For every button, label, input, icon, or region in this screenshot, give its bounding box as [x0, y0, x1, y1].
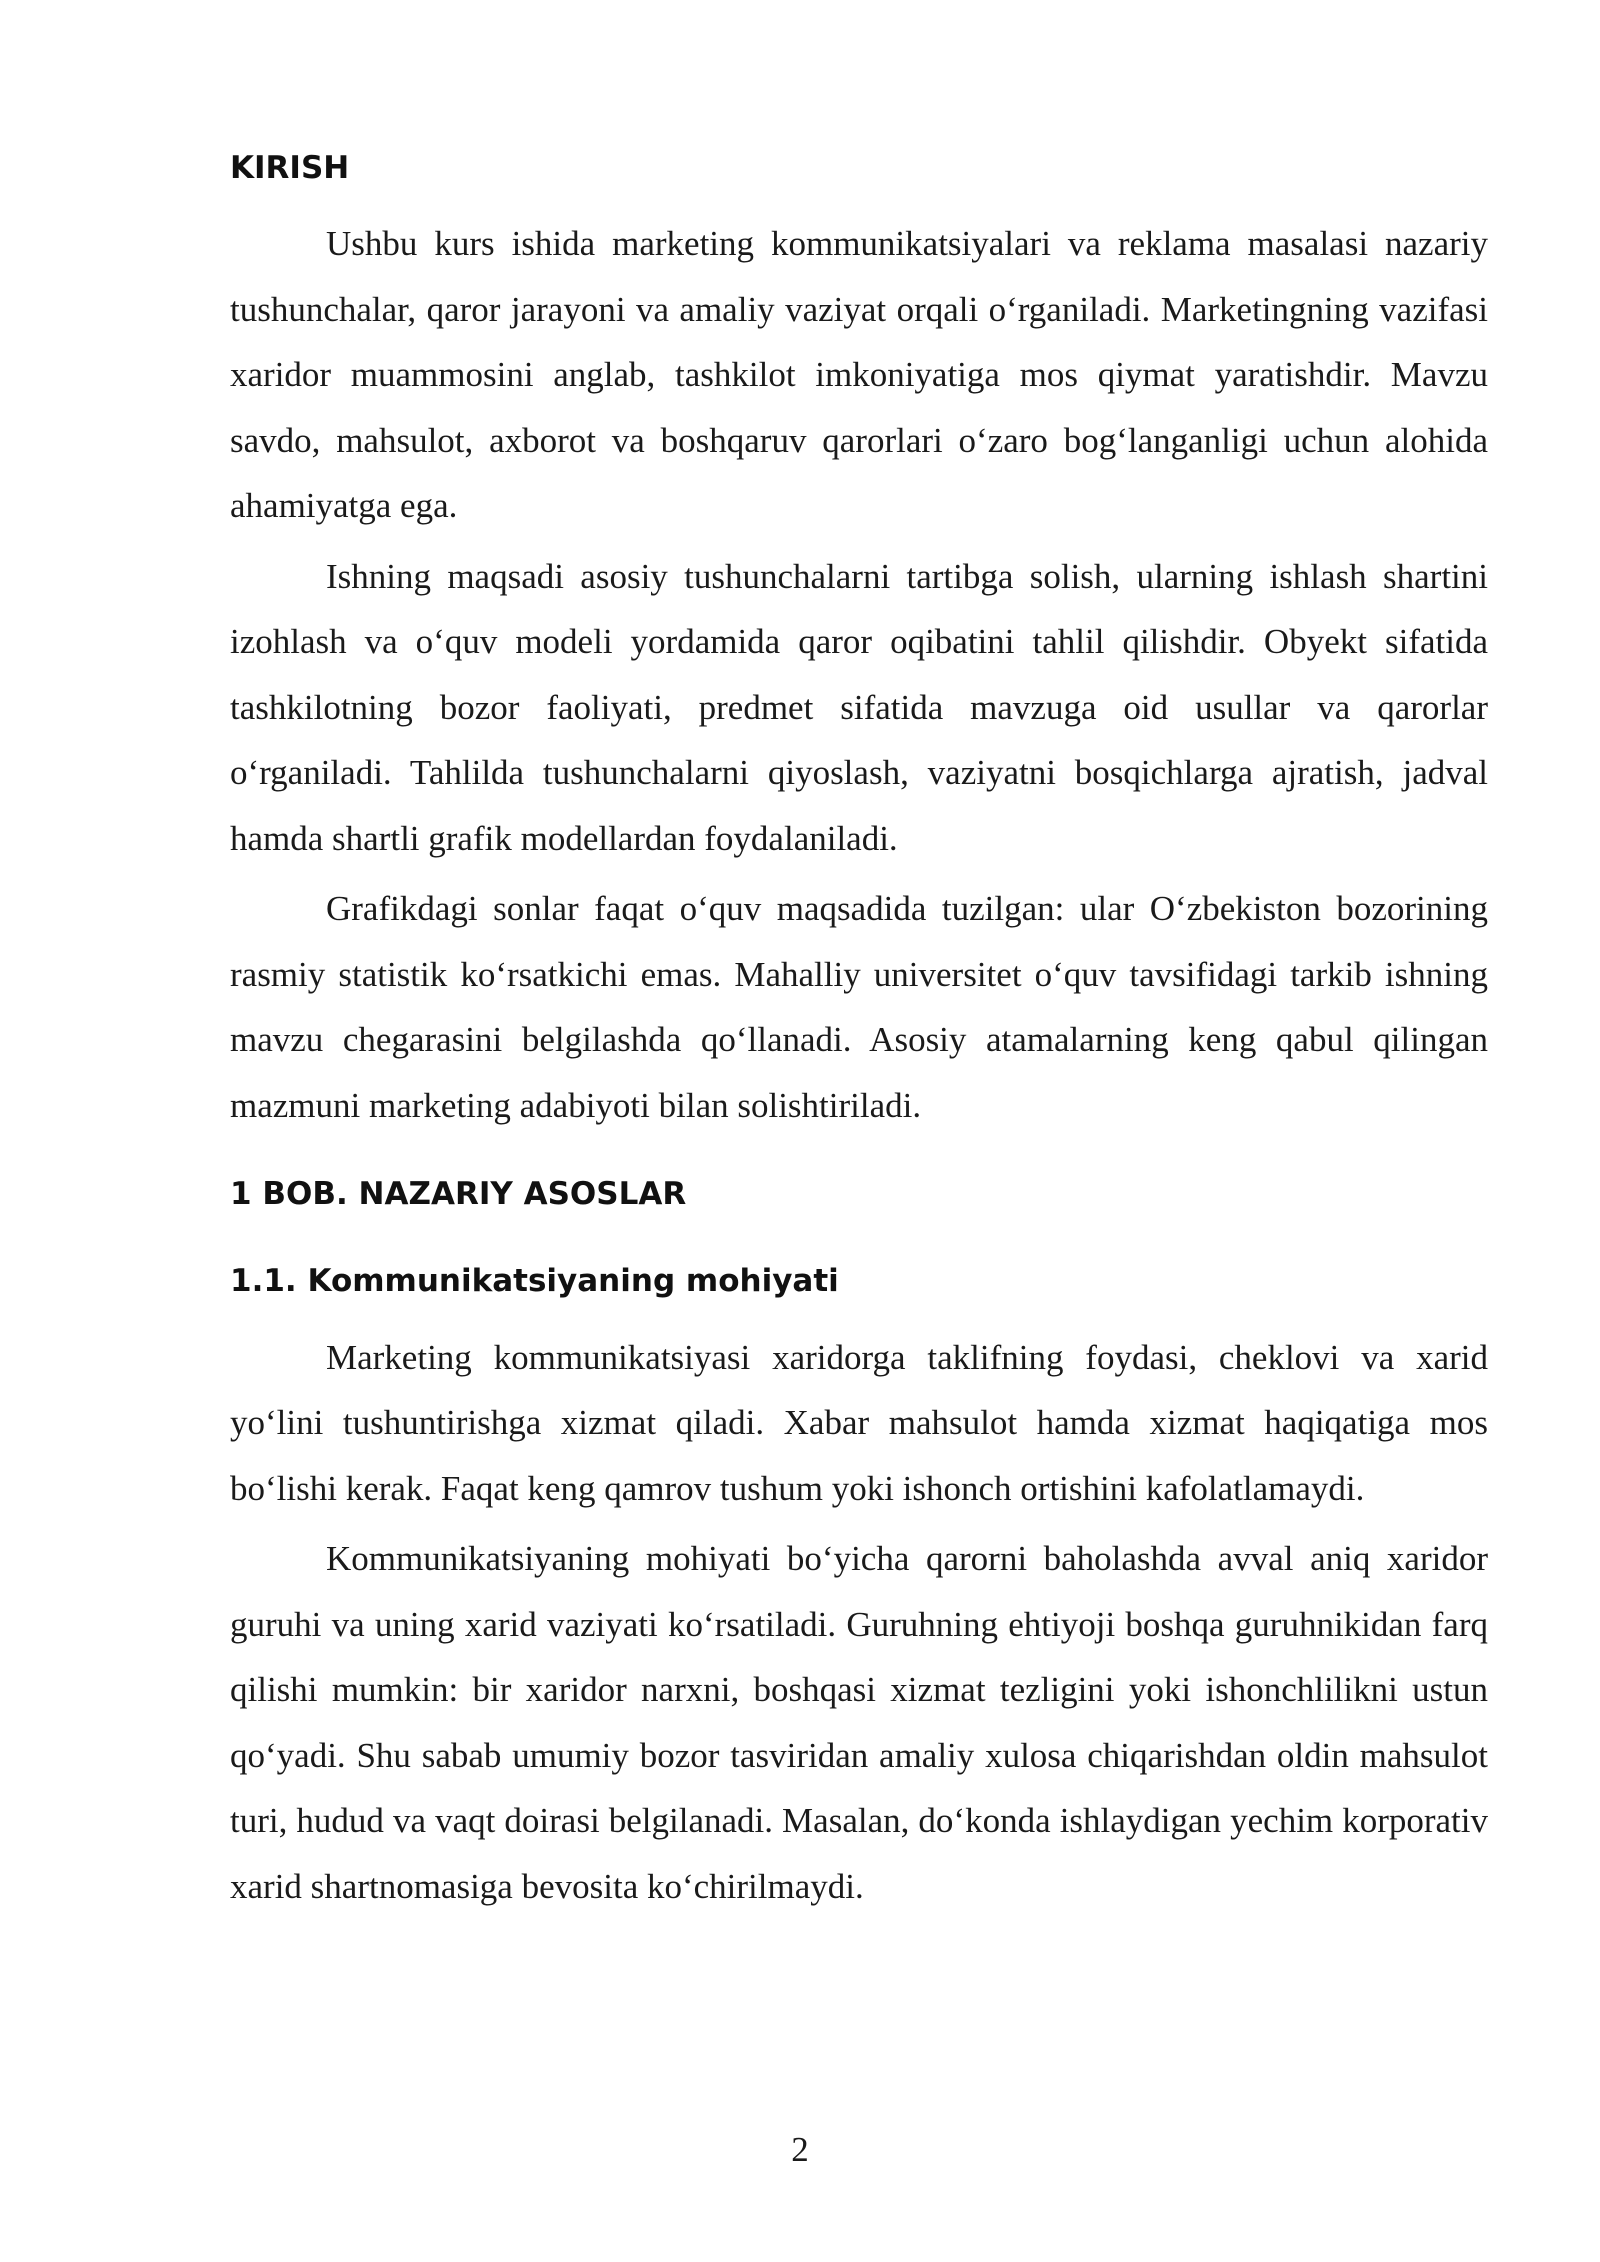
section-paragraph-2: Kommunikatsiyaning mohiyati bo‘yicha qarorni baholashda avval aniq xaridor guruhi va uning xarid vaziyati ko‘rsatiladi. Guruhning ehtiyoji boshqa guruhnikidan farq qilishi mumkin: bir xaridor narxni, boshqasi xizmat tezligini yoki ishonchlilikni ustun qo‘yadi. Shu sabab umumiy bozor tasviridan amaliy xulosa chiqarishdan oldin mahsulot turi, hudud va vaqt doirasi belgilanadi. Masalan, do‘konda ishlaydigan yechim korporativ xarid shartnomasiga bevosita ko‘chirilmaydi.: [230, 1539, 1488, 1906]
section-paragraph-1: Marketing kommunikatsiyasi xaridorga taklifning foydasi, cheklovi va xarid yo‘lini tushuntirishga xizmat qiladi. Xabar mahsulot hamda xizmat haqiqatiga mos bo‘lishi kerak. Faqat keng qamrov tushum yoki ishonch ortishini kafolatlamaydi.: [230, 1337, 1488, 1508]
intro-heading: KIRISH: [230, 150, 350, 186]
page-number: 2: [791, 2130, 809, 2169]
page-content: [230, 150, 1488, 1924]
intro-paragraph-3: Grafikdagi sonlar faqat o‘quv maqsadida tuzilgan: ular O‘zbekiston bozorining rasmiy statistik ko‘rsatkichi emas. Mahalliy universitet o‘quv tavsifidagi tarkib ishning mavzu chegarasini belgilashda qo‘llanadi. Asosiy atamalarning keng qabul qilingan mazmuni marketing adabiyoti bilan solishtiriladi.: [230, 889, 1488, 1125]
intro-paragraph-2: Ishning maqsadi asosiy tushunchalarni tartibga solish, ularning ishlash shartini izohlash va o‘quv modeli yordamida qaror oqibatini tahlil qilishdir. Obyekt sifatida tashkilotning bozor faoliyati, predmet sifatida mavzuga oid usullar va qarorlar o‘rganiladi. Tahlilda tushunchalarni qiyoslash, vaziyatni bosqichlarga ajratish, jadval hamda shartli grafik modellardan foydalaniladi.: [230, 556, 1488, 858]
intro-paragraph-1: Ushbu kurs ishida marketing kommunikatsiyalari va reklama masalasi nazariy tushunchalar, qaror jarayoni va amaliy vaziyat orqali o‘rganiladi. Marketingning vazifasi xaridor muammosini anglab, tashkilot imkoniyatiga mos qiymat yaratishdir. Mavzu savdo, mahsulot, axborot va boshqaruv qarorlari o‘zaro bog‘langanligi uchun alohida ahamiyatga ega.: [230, 224, 1488, 526]
chapter-heading: 1 BOB. NAZARIY ASOSLAR: [230, 1176, 687, 1213]
section-heading: 1.1. Kommunikatsiyaning mohiyati: [230, 1263, 839, 1300]
